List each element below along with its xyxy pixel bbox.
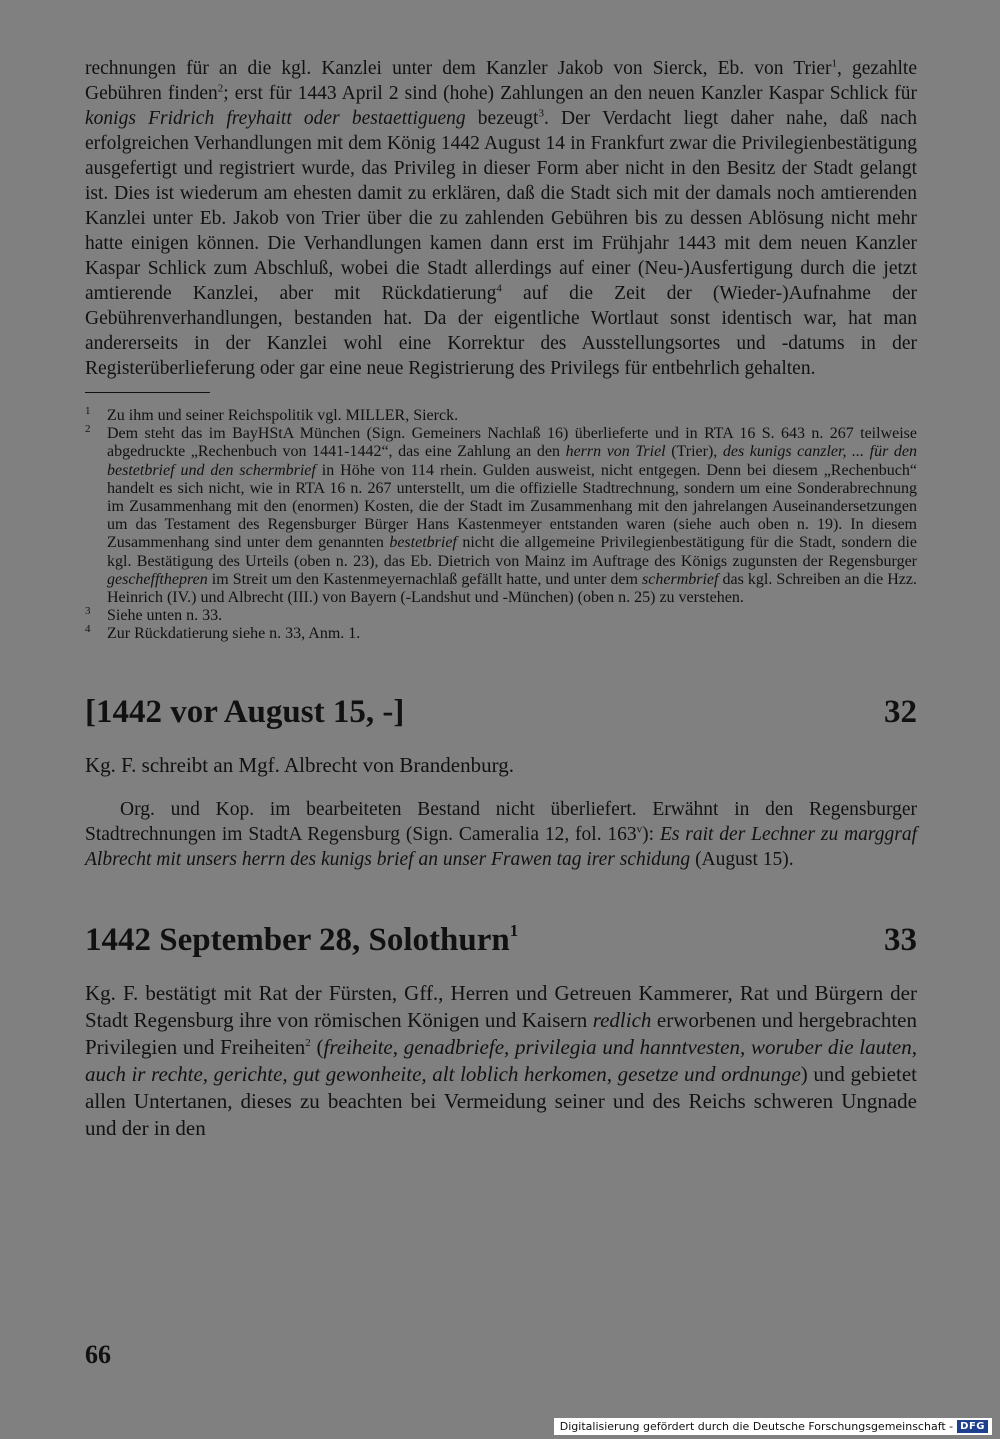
dfg-logo: DFG [957,1420,988,1433]
entry-32-note: Org. und Kop. im bearbeiteten Bestand nicht überliefert. Erwähnt in den Regensburger Stadtrechnungen im StadtA Regensburg (Sign. Cameralia 12, fol. 163$^v$): Es rait der Lechner zu marggraf Albrecht mit unsers herrn des kunigs brief an unser Frawen tag irer schidung (August 15). [85,798,918,870]
footnote-3: 3 Siehe unten n. 33. [85,605,223,625]
page-body [85,56,917,1142]
footnote-ref-2: 2 [217,82,224,95]
entry-32-summary: Kg. F. schreibt an Mgf. Albrecht von Brandenburg. [85,752,514,777]
footnote-ref-3: 3 [538,107,544,120]
entry-32-date: [1442 vor August 15, -] [85,693,405,730]
entry-32-number: 32 [884,693,917,730]
footnote-2: 2 Dem steht das im BayHStA München (Sign. Gemeiners Nachlaß 16) überlieferte und in RTA 16 S. 643 n. 267 teilweise abgedruckte „Rechenbuch von 1441-1442“, das eine Zahlung an den herrn von Triel (Trier), des kunigs canzler, ... für den bestetbrief und den schermbrief in Höhe von 114 rhein. Gulden ausweist, nicht entgegen. Denn bei diesem „Rechenbuch“ handelt es sich nicht, wie in RTA 16 n. 267 unterstellt, um die offizielle Stadtrechnung, sondern um eine Sonderabrechnung im Zusammenhang mit den (enormen) Kosten, die der Stadt im Zusammenhang mit den jahrelangen Auseinandersetzungen um das Testament des Regensburger Bürger Hans Kastenmeyer entstanden waren (siehe auch oben n. 19). In diesem Zusammenhang sind unter dem genannten bestetbrief nicht die allgemeine Privilegienbestätigung für die Stadt, sondern die kgl. Bestätigung des Urteils (oben n. 23), das Eb. Dietrich von Mainz im Auftrage des Königs zugunsten der Regensburger gescheffthерren im Streit um den Kastenmeyernachlaß gefällt hatte, und unter dem schermbrief das kgl. Schreiben an die Hzz. Heinrich (IV.) und Albrecht (III.) von Bayern (-Landshut und -München) (oben n. 25) zu verstehen. [85,423,918,607]
footnote-ref-1: 1 [831,57,838,70]
entry-33-date: 1442 September 28, Solothurn$^1$ [85,920,519,958]
footnote-ref-4: 4 [496,282,502,295]
footer-text: Digitalisierung gefördert durch die Deutsche Forschungsgemeinschaft - [559,1420,954,1433]
entry-33-heading [85,920,917,960]
intro-paragraph: rechnungen für an die kgl. Kanzlei unter dem Kanzler Jakob von Sierck, Eb. von Trier$^1$, gezahlte Gebühren finden$^2$; erst für 1443 April 2 sind (hohe) Zahlungen an den neuen Kanzler Kaspar Schlick für konigs Fridrich freyhaitt oder bestaettigueng bezeugt$^3$. Der Verdacht liegt daher nahe, daß nach erfolgreichen Verhandlungen mit dem König 1442 August 14 in Frankfurt zwar die Privilegienbestätigung ausgefertigt und registriert wurde, das Privileg in dieser Form aber nicht in den Besitz der Stadt gelangt ist. Dies ist wiederum am ehesten damit zu erklären, daß die Stadt sich mit der damals noch amtierenden Kanzlei unter Eb. Jakob von Trier über die zu zahlenden Gebühren bis zu dessen Ablösung nicht mehr hatte einigen können. Die Verhandlungen kamen dann erst im Frühjahr 1443 mit dem neuen Kanzler Kaspar Schlick zum Abschluß, wobei die Stadt allerdings auf einer (Neu-)Ausfertigung durch die jetzt amtierende Kanzlei, aber mit Rückdatierung$^4$ auf die Zeit der (Wieder-)Aufnahme der Gebührenverhandlungen, bestanden hat. Da der eigentliche Wortlaut sonst identisch war, hat man andererseits in der Kanzlei wohl eine Korrektur des Ausstellungsortes und -datums in der Registerüberlieferung oder gar eine neue Registrierung des Privilegs für entbehrlich gehalten. [85,57,918,379]
footnote-1: 1 Zu ihm und seiner Reichspolitik vgl. MILLER, Sierck. [85,405,459,424]
entry-33-number: 33 [884,921,917,958]
entry-32-heading [85,692,917,732]
funding-footer [554,1418,992,1435]
page-number: 66 [85,1340,111,1369]
footnote-4: 4 Zur Rückdatierung siehe n. 33, Anm. 1. [85,623,361,643]
footnote-separator [85,392,210,393]
entry-33-summary: Kg. F. bestätigt mit Rat der Fürsten, Gff., Herren und Getreuen Kammerer, Rat und Bürgern der Stadt Regensburg ihre von römischen Königen und Kaisern redlich erworbenen und hergebrachten Privilegien und Freiheiten$^2$ (freiheite, genadbriefe, privilegia und hanntvesten, woruber die lauten, auch ir rechte, gerichte, gut gewonheite, alt loblich herkomen, gesetze und ordnunge) und gebietet allen Untertanen, dieses zu beachten bei Vermeidung seiner und des Reichs schweren Ungnade und der in den [85,980,917,1140]
footnotes [85,407,917,644]
